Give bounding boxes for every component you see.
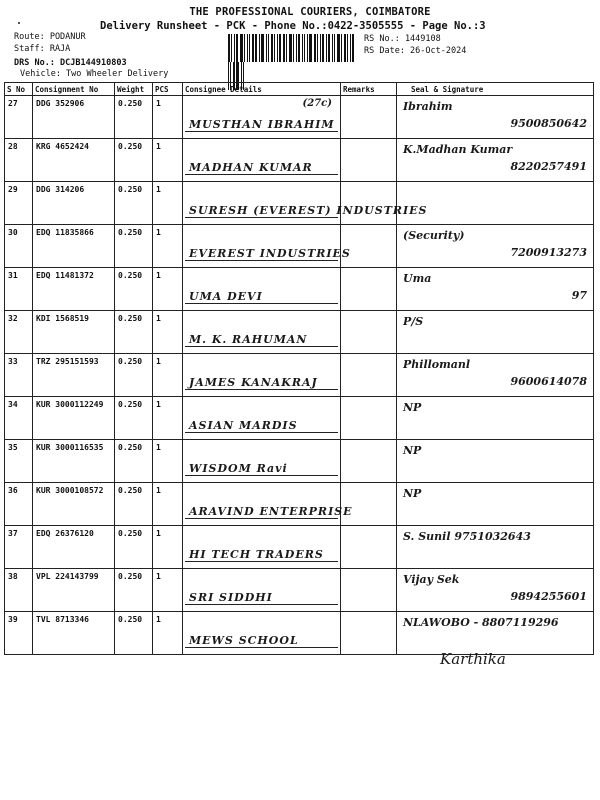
scan-dot [18, 22, 20, 24]
barcode-bar [255, 34, 257, 62]
barcode-bar [244, 34, 245, 62]
handwritten-signature: Uma [403, 272, 432, 285]
row-consignment: KUR 3000108572 [33, 483, 115, 526]
row-consignment: DDG 352906 [33, 96, 115, 139]
consignee-name: SURESH (EVEREST) INDUSTRIES [189, 204, 428, 217]
consignee-underline [185, 518, 338, 519]
row-sno: 28 [5, 139, 33, 182]
barcode-bar [293, 34, 294, 62]
row-consignment: DDG 314206 [33, 182, 115, 225]
barcode-bar [234, 34, 235, 62]
row-pcs: 1 [153, 569, 183, 612]
handwritten-phone: 97 [571, 289, 587, 302]
row-sno: 30 [5, 225, 33, 268]
row-sno: 33 [5, 354, 33, 397]
barcode-bar [286, 34, 287, 62]
row-consignee [183, 612, 341, 655]
row-remarks [341, 225, 397, 268]
consignee-name: MADHAN KUMAR [189, 161, 313, 174]
consignee-name: MEWS SCHOOL [189, 634, 299, 647]
barcode-bar [317, 34, 318, 62]
row-seal [397, 354, 594, 397]
row-weight: 0.250 [115, 268, 153, 311]
consignee-name: JAMES KANAKRAJ [189, 376, 318, 389]
barcode-bar [252, 34, 254, 62]
consignee-name: HI TECH TRADERS [189, 548, 324, 561]
barcode-bar [277, 34, 278, 62]
runsheet-subtitle: Delivery Runsheet - PCK - Phone No.:0422-3505555 - Page No.:3 [100, 20, 486, 32]
row-remarks [341, 526, 397, 569]
row-consignment: KDI 1568519 [33, 311, 115, 354]
consignee-underline [185, 131, 338, 132]
consignee-underline [185, 260, 338, 261]
row-consignee [183, 397, 341, 440]
handwritten-phone: 8220257491 [510, 160, 587, 173]
consignee-underline [185, 647, 338, 648]
row-pcs: 1 [153, 311, 183, 354]
col-consignee: Consignee Details [183, 83, 341, 96]
row-sno: 37 [5, 526, 33, 569]
col-remarks: Remarks [341, 83, 397, 96]
row-weight: 0.250 [115, 483, 153, 526]
staff-label: Staff: RAJA [14, 44, 71, 54]
rs-number: RS No.: 1449108 [364, 34, 441, 44]
row-pcs: 1 [153, 612, 183, 655]
row-seal [397, 96, 594, 139]
row-consignee [183, 225, 351, 268]
barcode-bar [249, 34, 250, 62]
col-sno: S No [5, 83, 33, 96]
consignee-underline [185, 432, 338, 433]
row-remarks [341, 612, 397, 655]
barcode-image [228, 34, 356, 62]
row-pcs: 1 [153, 96, 183, 139]
row-consignee [183, 139, 341, 182]
row-sno: 39 [5, 612, 33, 655]
row-pcs: 1 [153, 182, 183, 225]
row-consignment: VPL 224143799 [33, 569, 115, 612]
row-consignee [183, 311, 341, 354]
col-pcs: PCS [153, 83, 183, 96]
consignee-name: WISDOM Ravi [189, 462, 288, 475]
row-remarks [341, 397, 397, 440]
table-row [5, 612, 594, 655]
barcode-bar [231, 34, 232, 62]
row-seal [397, 311, 594, 354]
row-pcs: 1 [153, 526, 183, 569]
row-consignee [183, 483, 353, 526]
row-pcs: 1 [153, 397, 183, 440]
handwritten-signature: NLAWOBO - 8807119296 [403, 616, 559, 629]
barcode-bar [228, 34, 230, 62]
handwritten-signature: Ibrahim [403, 100, 453, 113]
row-sno: 27 [5, 96, 33, 139]
barcode-bar [350, 34, 351, 62]
barcode-bar [334, 34, 335, 62]
row-weight: 0.250 [115, 526, 153, 569]
row-remarks [341, 182, 397, 225]
row-consignee [183, 182, 428, 225]
table-row [5, 354, 594, 397]
row-weight: 0.250 [115, 569, 153, 612]
row-weight: 0.250 [115, 182, 153, 225]
barcode-bar [337, 34, 340, 62]
consignee-name: MUSTHAN IBRAHIM [189, 118, 335, 131]
handwritten-phone: 9894255601 [510, 590, 587, 603]
col-consignment: Consignment No [33, 83, 115, 96]
row-consignee [183, 354, 341, 397]
row-consignment: TRZ 295151593 [33, 354, 115, 397]
table-row [5, 569, 594, 612]
table-row [5, 483, 594, 526]
barcode-bar [247, 34, 248, 62]
row-weight: 0.250 [115, 225, 153, 268]
consignee-underline [185, 389, 338, 390]
barcode-bar [304, 34, 305, 62]
handwritten-signature: P/S [403, 315, 424, 328]
barcode-bar [326, 34, 327, 62]
handwritten-signature: S. Sunil 9751032643 [403, 530, 531, 543]
barcode-bar [279, 34, 281, 62]
consignee-underline [185, 303, 338, 304]
handwritten-signature: NP [403, 444, 422, 457]
consignee-underline [185, 604, 338, 605]
barcode-bar [283, 34, 285, 62]
row-consignment: EDQ 26376120 [33, 526, 115, 569]
barcode-bar [302, 34, 303, 62]
consignee-name: UMA DEVI [189, 290, 263, 303]
row-consignee [183, 526, 341, 569]
barcode-bar [298, 34, 300, 62]
barcode-bar [266, 34, 267, 62]
consignee-name: EVEREST INDUSTRIES [189, 247, 351, 260]
row-pcs: 1 [153, 440, 183, 483]
row-weight: 0.250 [115, 311, 153, 354]
row-remarks [341, 354, 397, 397]
table-row [5, 139, 594, 182]
consignee-underline [185, 217, 338, 218]
consignee-name: SRI SIDDHI [189, 591, 273, 604]
consignee-underline [185, 561, 338, 562]
handwritten-phone: 9600614078 [510, 375, 587, 388]
barcode-bar [274, 34, 275, 62]
route-label: Route: PODANUR [14, 32, 86, 42]
row-weight: 0.250 [115, 440, 153, 483]
row-seal [397, 139, 594, 182]
barcode-bar [332, 34, 333, 62]
barcode-bar [261, 34, 264, 62]
row-weight: 0.250 [115, 354, 153, 397]
barcode-bar [347, 34, 348, 62]
table-row [5, 268, 594, 311]
consignee-name: ARAVIND ENTERPRISE [189, 505, 353, 518]
row-remarks [341, 96, 397, 139]
row-weight: 0.250 [115, 139, 153, 182]
consignee-name: M. K. RAHUMAN [189, 333, 308, 346]
barcode-bar [328, 34, 330, 62]
barcode-bar [341, 34, 342, 62]
row-sno: 29 [5, 182, 33, 225]
footer-signature: Karthika [440, 650, 506, 668]
row-pcs: 1 [153, 225, 183, 268]
row-consignment: KRG 4652424 [33, 139, 115, 182]
handwritten-signature: K.Madhan Kumar [403, 143, 513, 156]
handwritten-signature: Vijay Sek [403, 573, 460, 586]
table-row [5, 311, 594, 354]
consignee-underline [185, 174, 338, 175]
table-row [5, 182, 594, 225]
row-remarks [341, 268, 397, 311]
row-seal [397, 526, 594, 569]
col-weight: Weight [115, 83, 153, 96]
row-consignee [183, 96, 341, 139]
row-seal [397, 268, 594, 311]
handwritten-signature: NP [403, 487, 422, 500]
row-consignment: KUR 3000112249 [33, 397, 115, 440]
row-consignee [183, 569, 341, 612]
table-row [5, 397, 594, 440]
row-pcs: 1 [153, 483, 183, 526]
handwritten-signature: Phillomanl [403, 358, 471, 371]
consignee-note: (27c) [302, 98, 332, 109]
row-sno: 31 [5, 268, 33, 311]
barcode-bar [320, 34, 321, 62]
barcode-bar [289, 34, 292, 62]
handwritten-signature: NP [403, 401, 422, 414]
consignee-underline [185, 475, 338, 476]
row-seal [397, 182, 594, 225]
row-remarks [341, 139, 397, 182]
row-remarks [341, 440, 397, 483]
barcode-bar [296, 34, 297, 62]
row-remarks [341, 569, 397, 612]
row-seal [397, 440, 594, 483]
consignee-name: ASIAN MARDIS [189, 419, 298, 432]
row-weight: 0.250 [115, 612, 153, 655]
barcode-bar [322, 34, 324, 62]
barcode-bar [240, 34, 243, 62]
drs-number: DRS No.: DCJB14491080З [14, 58, 127, 68]
barcode-bar [271, 34, 273, 62]
barcode-bar [307, 34, 308, 62]
row-pcs: 1 [153, 139, 183, 182]
barcode-bar [352, 34, 354, 62]
row-consignee [183, 268, 341, 311]
row-consignment: EDQ 11481372 [33, 268, 115, 311]
row-seal [397, 569, 594, 612]
row-consignment: EDQ 11835866 [33, 225, 115, 268]
vehicle-label: Vehicle: Two Wheeler Delivery [20, 69, 169, 79]
row-seal [397, 397, 594, 440]
row-pcs: 1 [153, 354, 183, 397]
consignee-underline [185, 346, 338, 347]
handwritten-phone: 9500850642 [510, 117, 587, 130]
row-remarks [341, 483, 397, 526]
barcode-bar [309, 34, 312, 62]
table-row [5, 526, 594, 569]
handwritten-phone: 7200913273 [510, 246, 587, 259]
row-pcs: 1 [153, 268, 183, 311]
barcode-bar [314, 34, 316, 62]
runsheet-table [4, 82, 594, 655]
table-row [5, 440, 594, 483]
barcode-bar [344, 34, 346, 62]
row-sno: 32 [5, 311, 33, 354]
row-weight: 0.250 [115, 96, 153, 139]
row-consignment: TVL 8713346 [33, 612, 115, 655]
row-seal [397, 612, 594, 655]
row-seal [397, 225, 594, 268]
row-sno: 38 [5, 569, 33, 612]
row-seal [397, 483, 594, 526]
table-header-row [5, 83, 594, 96]
col-seal: Seal & Signature [397, 83, 594, 96]
barcode-bar [259, 34, 260, 62]
handwritten-signature: (Security) [403, 229, 465, 242]
row-sno: 34 [5, 397, 33, 440]
table-row [5, 96, 594, 139]
row-sno: 36 [5, 483, 33, 526]
row-sno: 35 [5, 440, 33, 483]
row-consignee [183, 440, 341, 483]
barcode-bar [236, 34, 238, 62]
row-consignment: KUR 3000116535 [33, 440, 115, 483]
row-remarks [341, 311, 397, 354]
table-row [5, 225, 594, 268]
row-weight: 0.250 [115, 397, 153, 440]
rs-date: RS Date: 26-Oct-2024 [364, 46, 467, 56]
company-title: THE PROFESSIONAL COURIERS, COIMBATORE [189, 6, 431, 18]
barcode-bar [268, 34, 269, 62]
